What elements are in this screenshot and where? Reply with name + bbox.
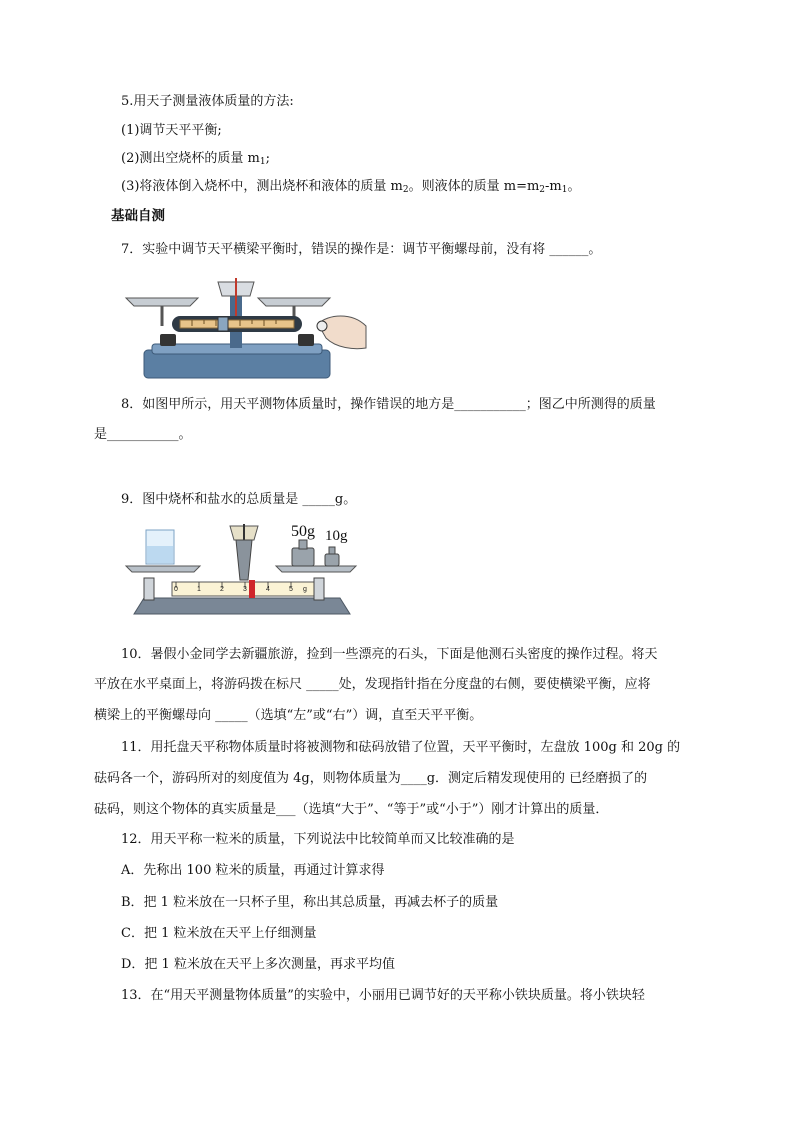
- question-10-line3: 横梁上的平衡螺母向 _____（选填“左”或“右”）调，直至天平平衡。: [94, 708, 483, 723]
- section5-title: 5.用天子测量液体质量的方法:: [121, 94, 294, 109]
- tick-label: 3: [243, 586, 247, 593]
- weight-label-50g: 50g: [291, 523, 315, 540]
- tick-label: 2: [220, 586, 224, 593]
- question-8-line2: 是___________。: [94, 427, 192, 442]
- balance-adjust-figure: [122, 268, 372, 384]
- question-11-line3: 砝码，则这个物体的真实质量是___（选填“大于”、“等于”或“小于”）刚才计算出的质量．: [94, 802, 609, 817]
- question-11-line2: 砝码各一个，游码所对的刻度值为 4g，则物体质量为____g．测定后精发现使用的 已经磨损了的: [94, 771, 648, 786]
- tick-label: 0: [174, 586, 178, 593]
- question-10-line1: 10．暑假小金同学去新疆旅游，捡到一些漂亮的石头，下面是他测石头密度的操作过程。将天: [121, 647, 658, 662]
- tick-label: 1: [197, 586, 201, 593]
- balance-reading-figure: [124, 520, 360, 616]
- section-heading: 基础自测: [111, 208, 165, 224]
- question-8-line1: 8．如图甲所示，用天平测物体质量时，操作错误的地方是___________；图乙中所测得的质量: [121, 397, 656, 412]
- section5-step3: (3)将液体倒入烧杯中，测出烧杯和液体的质量 $m_2$。则液体的质量 $m=m_2-m_1$。: [121, 179, 581, 195]
- section5-step1: (1)调节天平平衡;: [121, 123, 222, 138]
- question-12-option-d: D．把 1 粒米放在天平上多次测量，再求平均值: [121, 957, 395, 972]
- question-12: 12．用天平称一粒米的质量，下列说法中比较简单而又比较准确的是: [121, 832, 515, 847]
- tick-label: g: [303, 586, 307, 593]
- question-7: 7．实验中调节天平横梁平衡时，错误的操作是：调节平衡螺母前，没有将 ______。: [121, 242, 602, 257]
- tick-label: 4: [266, 586, 270, 593]
- question-13: 13．在“用天平测量物体质量”的实验中，小丽用已调节好的天平称小铁块质量。将小铁块轻: [121, 988, 645, 1003]
- question-12-option-b: B．把 1 粒米放在一只杯子里，称出其总质量，再减去杯子的质量: [121, 895, 499, 910]
- tick-label: 5: [289, 586, 293, 593]
- question-10-line2: 平放在水平桌面上，将游码拨在标尺 _____处，发现指针指在分度盘的右侧，要使横梁平衡，应将: [94, 677, 651, 692]
- question-11-line1: 11．用托盘天平称物体质量时将被测物和砝码放错了位置，天平平衡时，左盘放 100g 和 20g 的: [121, 740, 681, 755]
- section5-step2: (2)测出空烧杯的质量 $m_1$;: [121, 151, 270, 167]
- weight-label-10g: 10g: [325, 528, 348, 544]
- question-12-option-c: C．把 1 粒米放在天平上仔细测量: [121, 926, 317, 941]
- question-12-option-a: A．先称出 100 粒米的质量，再通过计算求得: [121, 863, 385, 878]
- question-9: 9．图中烧杯和盐水的总质量是 _____g。: [121, 492, 357, 507]
